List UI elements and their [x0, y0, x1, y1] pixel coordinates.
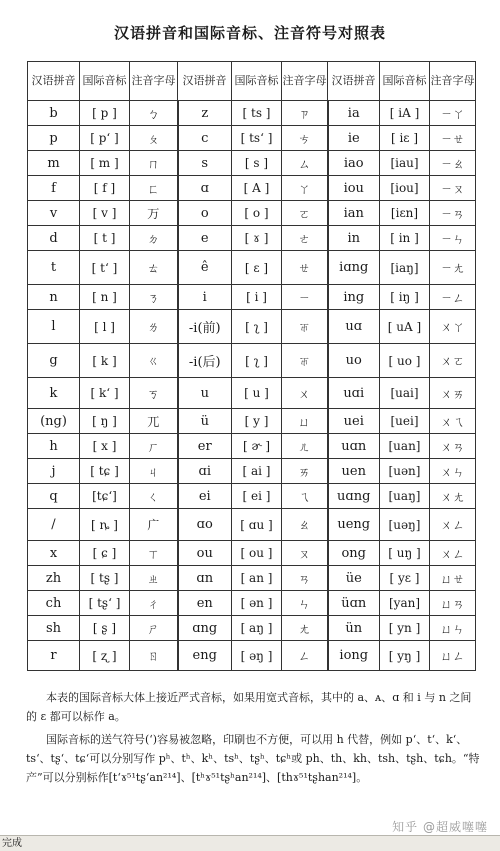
zhuyin-cell: ㄨㄞ: [430, 378, 476, 409]
zhuyin-cell: ㄓ: [130, 566, 178, 591]
note-paragraph: 本表的国际音标大体上接近严式音标，如果用宽式音标，其中的 a、ᴀ、ɑ 和 i 与 n 之间的 ɛ 都可以标作 a。: [26, 691, 472, 723]
zhuyin-cell: ㄪ: [130, 201, 178, 226]
table-row: [28, 541, 476, 566]
zhuyin-cell: ㄨㄣ: [430, 459, 476, 484]
ipa-cell: [ i ]: [232, 285, 282, 310]
zhuyin-cell: ㄍ: [130, 344, 178, 378]
zhuyin-cell: ㄬ: [130, 509, 178, 541]
ipa-cell: [ tʂʻ ]: [80, 591, 130, 616]
ipa-cell: [uan]: [380, 434, 430, 459]
zhuyin-cell: ㄤ: [282, 616, 328, 641]
ipa-cell: [ tʻ ]: [80, 251, 130, 285]
zhuyin-cell: ㄧㄢ: [430, 201, 476, 226]
ipa-cell: [uəŋ]: [380, 509, 430, 541]
pinyin-cell: ong: [328, 541, 380, 566]
pinyin-cell: ü: [178, 409, 232, 434]
pinyin-cell: üe: [328, 566, 380, 591]
pinyin-cell: iɑng: [328, 251, 380, 285]
ipa-cell: [ kʻ ]: [80, 378, 130, 409]
status-bar: [0, 835, 500, 851]
pinyin-cell: ing: [328, 285, 380, 310]
ipa-cell: [ s ]: [232, 151, 282, 176]
header-cell: 注音字母: [282, 62, 328, 101]
table-row: [28, 176, 476, 201]
zhuyin-cell: ㄟ: [282, 484, 328, 509]
zhuyin-cell: ㄖ: [130, 641, 178, 671]
table-row: [28, 126, 476, 151]
ipa-cell: [ tʂ ]: [80, 566, 130, 591]
pinyin-cell: -i(前): [178, 310, 232, 344]
pinyin-cell: ie: [328, 126, 380, 151]
header-cell: 国际音标: [232, 62, 282, 101]
table-row: [28, 226, 476, 251]
zhuyin-cell: ㄊ: [130, 251, 178, 285]
pinyin-cell: b: [28, 101, 80, 126]
ipa-cell: [ yŋ ]: [380, 641, 430, 671]
pinyin-cell: ɑng: [178, 616, 232, 641]
ipa-cell: [ ɤ ]: [232, 226, 282, 251]
ipa-cell: [ tɕ ]: [80, 459, 130, 484]
ipa-cell: [ u ]: [232, 378, 282, 409]
ipa-cell: [ iA ]: [380, 101, 430, 126]
ipa-cell: [ ȵ ]: [80, 509, 130, 541]
ipa-cell: [ tsʻ ]: [232, 126, 282, 151]
ipa-cell: [ iŋ ]: [380, 285, 430, 310]
pinyin-cell: uei: [328, 409, 380, 434]
table-row: [28, 151, 476, 176]
ipa-cell: [ an ]: [232, 566, 282, 591]
zhuyin-cell: ㄘ: [282, 126, 328, 151]
pinyin-cell: ia: [328, 101, 380, 126]
pinyin-cell: sh: [28, 616, 80, 641]
zhuyin-cell: ㄎ: [130, 378, 178, 409]
table-row: [28, 616, 476, 641]
zhuyin-cell: ㄨㄢ: [430, 434, 476, 459]
zhuyin-cell: ㄌ: [130, 310, 178, 344]
ipa-cell: [uaŋ]: [380, 484, 430, 509]
pinyin-cell: eng: [178, 641, 232, 671]
table-row: [28, 201, 476, 226]
pinyin-cell: n: [28, 285, 80, 310]
notes: [26, 688, 482, 791]
zhuyin-cell: ㄧㄠ: [430, 151, 476, 176]
pinyin-cell: /: [28, 509, 80, 541]
zhuyin-cell: ㄨㄤ: [430, 484, 476, 509]
zhuyin-cell: ㄧㄣ: [430, 226, 476, 251]
pinyin-cell: t: [28, 251, 80, 285]
ipa-cell: [ ŋ ]: [80, 409, 130, 434]
pinyin-cell: (ng): [28, 409, 80, 434]
zhuyin-cell: ㄇ: [130, 151, 178, 176]
ipa-cell: [ ʅ ]: [232, 310, 282, 344]
ipa-cell: [ t ]: [80, 226, 130, 251]
ipa-cell: [ o ]: [232, 201, 282, 226]
pinyin-cell: m: [28, 151, 80, 176]
pinyin-cell: uɑng: [328, 484, 380, 509]
pinyin-cell: er: [178, 434, 232, 459]
table-row: [28, 566, 476, 591]
zhuyin-cell: ㄆ: [130, 126, 178, 151]
pinyin-cell: ueng: [328, 509, 380, 541]
pinyin-cell: ɑi: [178, 459, 232, 484]
ipa-cell: [ uŋ ]: [380, 541, 430, 566]
pinyin-cell: c: [178, 126, 232, 151]
zhuyin-cell: ㄧㄡ: [430, 176, 476, 201]
ipa-cell: [iɛn]: [380, 201, 430, 226]
zhuyin-cell: ㄝ: [282, 251, 328, 285]
zhuyin-cell: ㄭ: [282, 344, 328, 378]
ipa-cell: [ ʂ ]: [80, 616, 130, 641]
zhuyin-cell: ㄉ: [130, 226, 178, 251]
pinyin-cell: g: [28, 344, 80, 378]
pinyin-cell: zh: [28, 566, 80, 591]
zhuyin-cell: ㄧㄤ: [430, 251, 476, 285]
pinyin-cell: ian: [328, 201, 380, 226]
zhuyin-cell: ㄩㄢ: [430, 591, 476, 616]
ipa-cell: [uən]: [380, 459, 430, 484]
pinyin-cell: ou: [178, 541, 232, 566]
ipa-cell: [ ɕ ]: [80, 541, 130, 566]
ipa-cell: [ ʅ ]: [232, 344, 282, 378]
pinyin-cell: uo: [328, 344, 380, 378]
zhuyin-cell: ㄒ: [130, 541, 178, 566]
ipa-cell: [iaŋ]: [380, 251, 430, 285]
zhuyin-cell: ㄧ: [282, 285, 328, 310]
header-cell: 国际音标: [380, 62, 430, 101]
pinyin-cell: l: [28, 310, 80, 344]
table-row: [28, 459, 476, 484]
pinyin-cell: d: [28, 226, 80, 251]
zhuyin-cell: ㄜ: [282, 226, 328, 251]
zhuyin-cell: ㄭ: [282, 310, 328, 344]
header-cell: 汉语拼音: [178, 62, 232, 101]
ipa-cell: [ ɑu ]: [232, 509, 282, 541]
zhuyin-cell: ㄫ: [130, 409, 178, 434]
header-cell: 注音字母: [430, 62, 476, 101]
pinyin-cell: uen: [328, 459, 380, 484]
ipa-cell: [ ən ]: [232, 591, 282, 616]
zhuyin-cell: ㄅ: [130, 101, 178, 126]
ipa-cell: [ f ]: [80, 176, 130, 201]
pinyin-cell: ün: [328, 616, 380, 641]
header-cell: 注音字母: [130, 62, 178, 101]
zhuyin-cell: ㄦ: [282, 434, 328, 459]
header-cell: 汉语拼音: [28, 62, 80, 101]
pinyin-cell: r: [28, 641, 80, 671]
ipa-cell: [ p ]: [80, 101, 130, 126]
zhuyin-cell: ㄧㄚ: [430, 101, 476, 126]
zhuyin-cell: ㄡ: [282, 541, 328, 566]
zhuyin-cell: ㄨㄥ: [430, 509, 476, 541]
zhuyin-cell: ㄢ: [282, 566, 328, 591]
pinyin-cell: uɑi: [328, 378, 380, 409]
zhuyin-cell: ㄩㄥ: [430, 641, 476, 671]
table-row: [28, 285, 476, 310]
ipa-cell: [ iɛ ]: [380, 126, 430, 151]
pinyin-cell: s: [178, 151, 232, 176]
ipa-cell: [ ɛ ]: [232, 251, 282, 285]
zhuyin-cell: ㄣ: [282, 591, 328, 616]
zhuyin-cell: ㄨㄟ: [430, 409, 476, 434]
table-title: 汉语拼音和国际音标、注音符号对照表: [113, 24, 386, 42]
pinyin-cell: x: [28, 541, 80, 566]
ipa-cell: [yan]: [380, 591, 430, 616]
table-row: [28, 251, 476, 285]
ipa-cell: [ uA ]: [380, 310, 430, 344]
ipa-cell: [ yɛ ]: [380, 566, 430, 591]
ipa-cell: [ əŋ ]: [232, 641, 282, 671]
zhuyin-cell: ㄈ: [130, 176, 178, 201]
ipa-cell: [ x ]: [80, 434, 130, 459]
pinyin-cell: q: [28, 484, 80, 509]
ipa-cell: [ in ]: [380, 226, 430, 251]
zhuyin-cell: ㄞ: [282, 459, 328, 484]
ipa-cell: [iau]: [380, 151, 430, 176]
ipa-cell: [tɕʻ]: [80, 484, 130, 509]
zhuyin-cell: ㄋ: [130, 285, 178, 310]
header-row: [28, 62, 476, 101]
ipa-cell: [ ou ]: [232, 541, 282, 566]
table-row: [28, 509, 476, 541]
pinyin-cell: h: [28, 434, 80, 459]
table-row: [28, 484, 476, 509]
pinyin-cell: k: [28, 378, 80, 409]
pinyin-cell: -i(后): [178, 344, 232, 378]
pinyin-cell: ch: [28, 591, 80, 616]
table-row: [28, 641, 476, 671]
table-row: [28, 591, 476, 616]
pinyin-cell: f: [28, 176, 80, 201]
zhuyin-cell: ㄕ: [130, 616, 178, 641]
pinyin-cell: uɑn: [328, 434, 380, 459]
pinyin-cell: z: [178, 101, 232, 126]
pinyin-cell: en: [178, 591, 232, 616]
zhuyin-cell: ㄏ: [130, 434, 178, 459]
pinyin-cell: ê: [178, 251, 232, 285]
pinyin-cell: ei: [178, 484, 232, 509]
ipa-cell: [ ɚ ]: [232, 434, 282, 459]
pinyin-cell: o: [178, 201, 232, 226]
zhuyin-cell: ㄧㄥ: [430, 285, 476, 310]
ipa-cell: [ A ]: [232, 176, 282, 201]
zhuyin-cell: ㄙ: [282, 151, 328, 176]
zhuyin-cell: ㄑ: [130, 484, 178, 509]
zhuyin-cell: ㄩㄝ: [430, 566, 476, 591]
ipa-cell: [ ei ]: [232, 484, 282, 509]
zhuyin-cell: ㄩㄣ: [430, 616, 476, 641]
ipa-cell: [ uo ]: [380, 344, 430, 378]
ipa-cell: [ ts ]: [232, 101, 282, 126]
zhuyin-cell: ㄗ: [282, 101, 328, 126]
pinyin-cell: ɑn: [178, 566, 232, 591]
ipa-cell: [uai]: [380, 378, 430, 409]
ipa-cell: [ m ]: [80, 151, 130, 176]
zhuyin-cell: ㄨㄛ: [430, 344, 476, 378]
watermark: 知乎 @超威噻噻: [392, 820, 488, 834]
table-row: [28, 344, 476, 378]
header-cell: 汉语拼音: [328, 62, 380, 101]
pinyin-cell: j: [28, 459, 80, 484]
ipa-cell: [ ʐ ]: [80, 641, 130, 671]
table-row: [28, 409, 476, 434]
pinyin-cell: iou: [328, 176, 380, 201]
ipa-cell: [ y ]: [232, 409, 282, 434]
ipa-cell: [ yn ]: [380, 616, 430, 641]
header-cell: 国际音标: [80, 62, 130, 101]
ipa-cell: [ aŋ ]: [232, 616, 282, 641]
table-row: [28, 434, 476, 459]
pinyin-cell: u: [178, 378, 232, 409]
zhuyin-cell: ㄠ: [282, 509, 328, 541]
ipa-cell: [ k ]: [80, 344, 130, 378]
pinyin-cell: iong: [328, 641, 380, 671]
zhuyin-cell: ㄨ: [282, 378, 328, 409]
pinyin-cell: p: [28, 126, 80, 151]
ipa-cell: [ ai ]: [232, 459, 282, 484]
ipa-cell: [ l ]: [80, 310, 130, 344]
table-row: [28, 378, 476, 409]
pinyin-cell: in: [328, 226, 380, 251]
pinyin-cell: v: [28, 201, 80, 226]
zhuyin-cell: ㄧㄝ: [430, 126, 476, 151]
zhuyin-cell: ㄨㄥ: [430, 541, 476, 566]
ipa-cell: [uei]: [380, 409, 430, 434]
pinyin-cell: iao: [328, 151, 380, 176]
zhuyin-cell: ㄐ: [130, 459, 178, 484]
note-paragraph: 国际音标的送气符号(ʻ)容易被忽略，印刷也不方便，可以用 h 代替，例如 pʻ、tʻ、kʻ、tsʻ、tʂʻ、tɕʻ可以分别写作 pʰ、tʰ、kʰ、tsʰ、tʂʰ、tɕʰ或 ph、th、kh、tsh、tʂh、tɕh。“特产”可以分别标作[tʻɤ⁵¹tʂʻan²¹⁴]、[tʰɤ⁵¹tʂʰan²¹⁴]、[thɤ⁵¹tʂhan²¹⁴]。: [26, 733, 480, 784]
table-row: [28, 310, 476, 344]
zhuyin-cell: ㄔ: [130, 591, 178, 616]
ipa-cell: [ v ]: [80, 201, 130, 226]
pinyin-cell: üɑn: [328, 591, 380, 616]
ipa-cell: [ n ]: [80, 285, 130, 310]
zhuyin-cell: ㄚ: [282, 176, 328, 201]
pinyin-cell: e: [178, 226, 232, 251]
table-row: [28, 101, 476, 126]
zhuyin-cell: ㄥ: [282, 641, 328, 671]
pinyin-cell: ɑo: [178, 509, 232, 541]
zhuyin-cell: ㄛ: [282, 201, 328, 226]
pinyin-cell: i: [178, 285, 232, 310]
ipa-cell: [iou]: [380, 176, 430, 201]
pinyin-cell: uɑ: [328, 310, 380, 344]
zhuyin-cell: ㄨㄚ: [430, 310, 476, 344]
zhuyin-cell: ㄩ: [282, 409, 328, 434]
ipa-cell: [ pʻ ]: [80, 126, 130, 151]
phonetic-table: [27, 61, 476, 671]
status-text: 完成: [2, 838, 22, 849]
pinyin-cell: ɑ: [178, 176, 232, 201]
